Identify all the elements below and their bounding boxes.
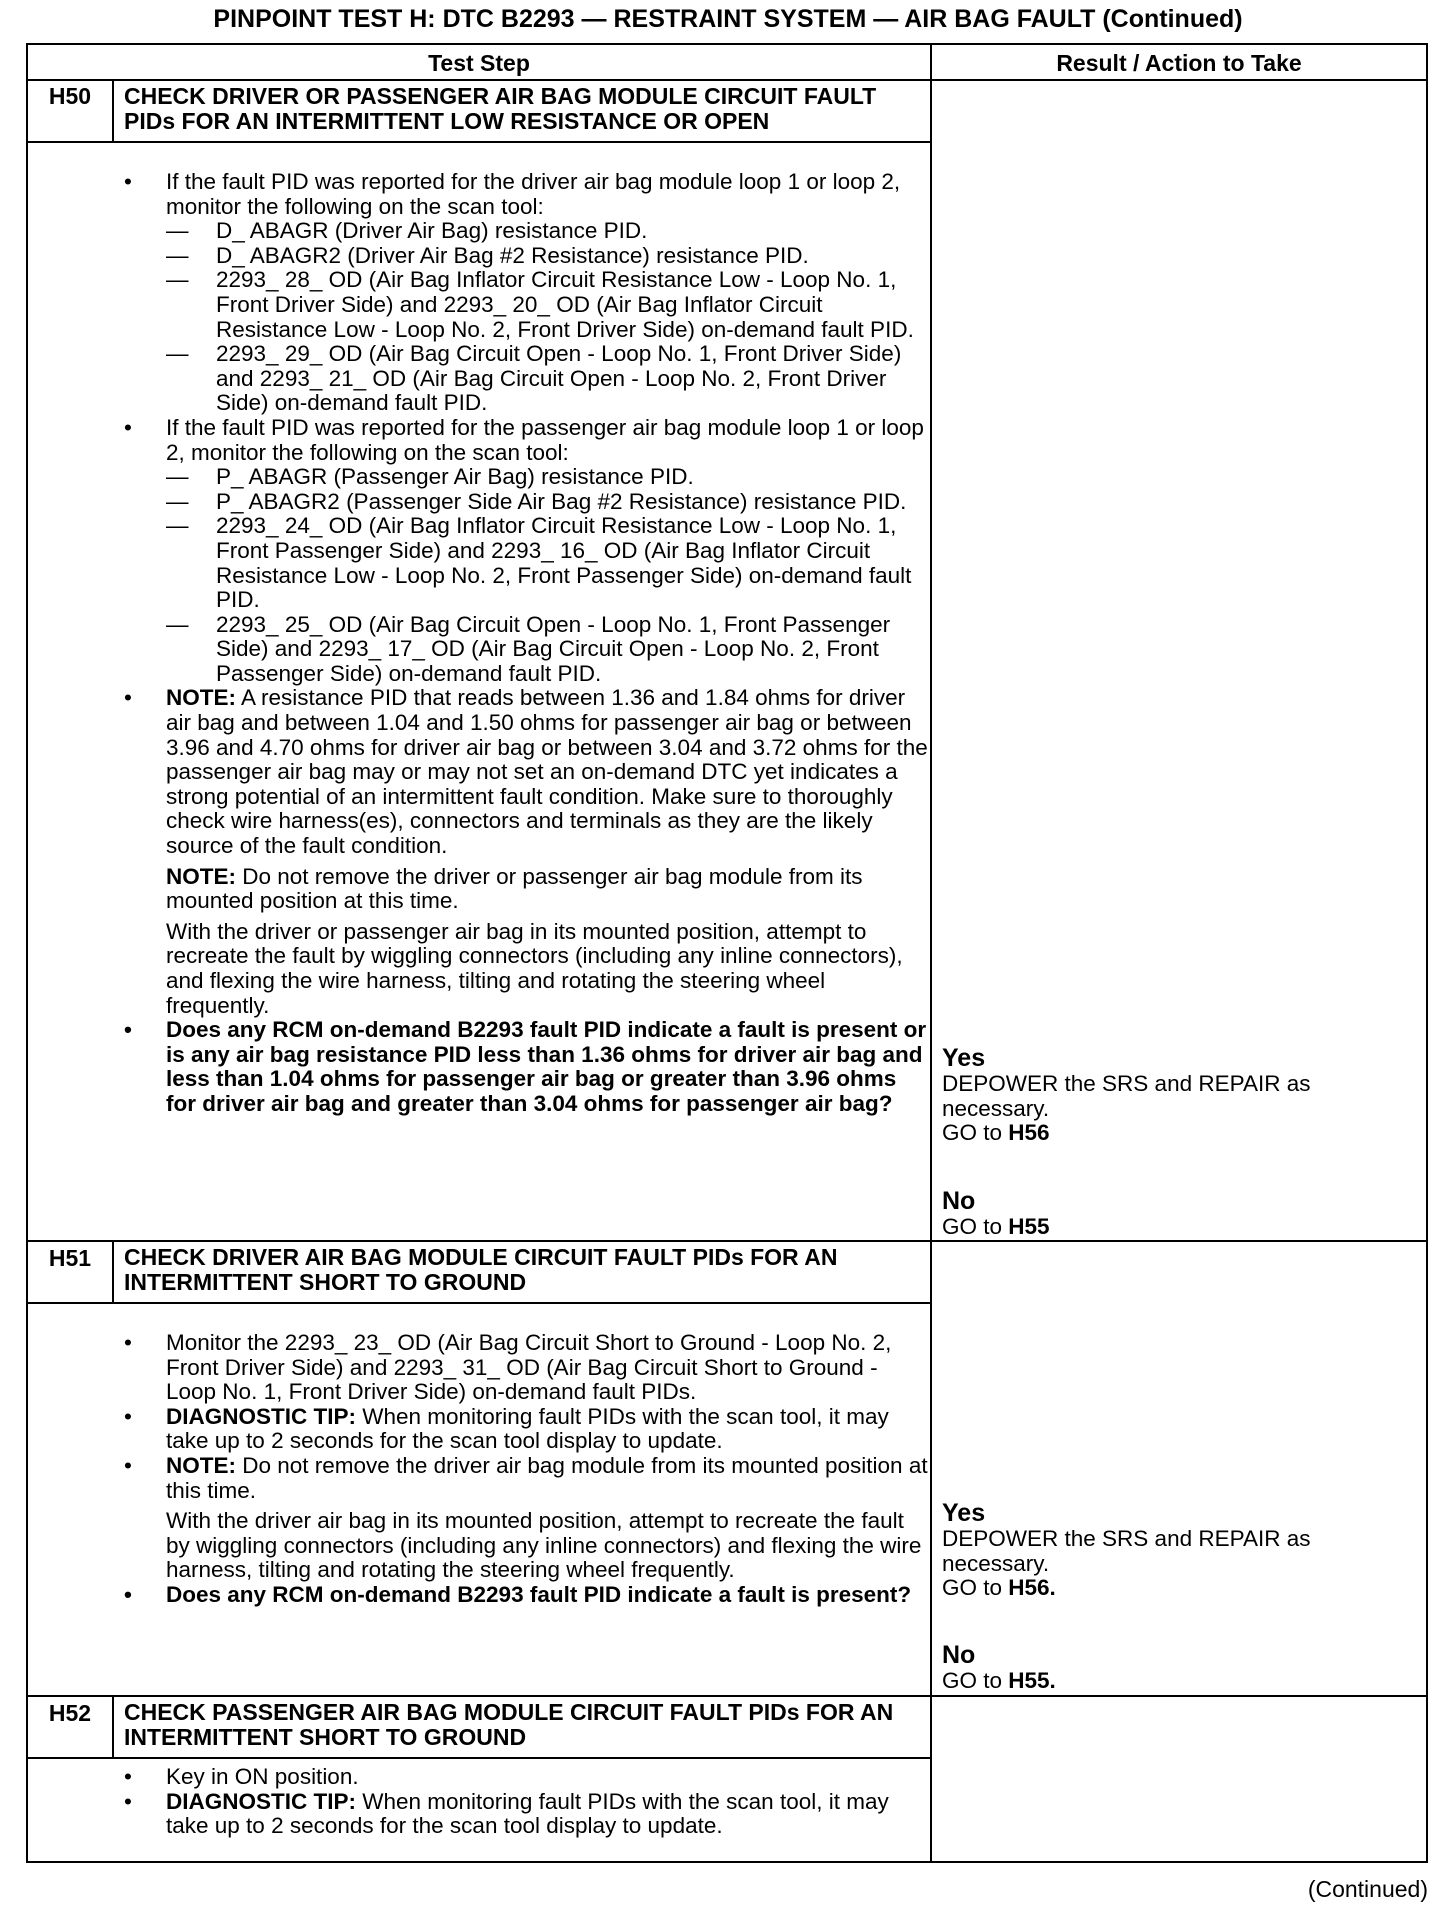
step-title: CHECK DRIVER OR PASSENGER AIR BAG MODULE CIRCUIT FAULT PIDs FOR AN INTERMITTENT LOW RESISTANCE OR OPEN [124,83,877,134]
note-label: NOTE: [166,1452,236,1478]
yes-goto [942,1576,1412,1601]
list-item-tip [120,1405,930,1454]
tip-label: DIAGNOSTIC TIP: [166,1403,356,1429]
no-goto [942,1215,1412,1240]
tip-text: When monitoring fault PIDs with the scan tool, it may take up to 2 seconds for the scan tool display to update. [166,1788,889,1839]
page-title: PINPOINT TEST H: DTC B2293 — RESTRAINT SYSTEM — AIR BAG FAULT (Continued) [213,5,1243,33]
step-id: H50 [48,83,92,109]
continued-label: (Continued) [1307,1876,1428,1902]
yes-label: Yes [942,1044,986,1072]
tip-text: When monitoring fault PIDs with the scan tool, it may take up to 2 seconds for the scan tool display to update. [166,1403,889,1454]
goto-text: GO to [942,1120,1009,1146]
no-label: No [942,1187,976,1215]
note-paragraph [120,865,930,914]
sub-list-item: — P_ ABAGR2 (Passenger Side Air Bag #2 Resistance) resistance PID. [120,490,930,515]
title-rule [28,1757,930,1759]
goto-text: GO to [942,1668,1009,1693]
yes-action: DEPOWER the SRS and REPAIR as necessary. [942,1526,1311,1576]
step-title: CHECK PASSENGER AIR BAG MODULE CIRCUIT FAULT PIDs FOR AN INTERMITTENT SHORT TO GROUND [124,1699,894,1750]
list-item-note [120,686,930,858]
result-yes-h50 [942,1045,1412,1146]
list-item-tip [120,1790,930,1839]
sub-list-item: — P_ ABAGR (Passenger Air Bag) resistance PID. [120,465,930,490]
instruction-paragraph: With the driver or passenger air bag in its mounted position, attempt to recreate the fault by wiggling connectors (including any inline connectors), and flexing the wire harness, tilting and rotating the steering wheel frequently. [166,918,903,1018]
no-label: No [942,1641,976,1669]
sub-list-item: — D_ ABAGR (Driver Air Bag) resistance PID. [120,219,930,244]
result-yes-h51 [942,1500,1412,1601]
step-id-divider [112,1242,114,1304]
title-rule [28,141,930,143]
step-title: CHECK DRIVER AIR BAG MODULE CIRCUIT FAULT PIDs FOR AN INTERMITTENT SHORT TO GROUND [124,1244,838,1295]
question-item: • Does any RCM on-demand B2293 fault PID indicate a fault is present or is any air bag resistance PID less than 1.36 ohms for driver air bag and less than 1.04 ohms for passenger air bag or greater than 3.96 ohms for driver air bag and greater than 3.04 ohms for passenger air bag? [120,1018,930,1116]
question-item: • Does any RCM on-demand B2293 fault PID indicate a fault is present? [120,1583,930,1608]
result-no-h50 [942,1188,1412,1240]
note-text: A resistance PID that reads between 1.36 and 1.84 ohms for driver air bag and between 1.04 and 1.50 ohms for passenger air bag or between 3.96 and 4.70 ohms for driver air bag or between 3.04 and 3.72 ohms for the passenger air bag may or may not set an on-demand DTC yet indicates a strong potential of an intermittent fault condition. Make sure to thoroughly check wire harness(es), connectors and terminals as they are the likely source of the fault condition. [166,685,928,859]
instruction-paragraph: With the driver air bag in its mounted position, attempt to recreate the fault by wiggling connectors (including any inline connectors) and flexing the wire harness, tilting and rotating the steering wheel frequently. [166,1508,922,1583]
tip-label: DIAGNOSTIC TIP: [166,1788,356,1814]
step-id-divider [112,1697,114,1759]
note-text: Do not remove the driver air bag module from its mounted position at this time. [166,1452,928,1503]
step-rule [28,1240,1426,1242]
no-goto [942,1669,1412,1694]
goto-target-link[interactable]: H56 [1008,1120,1050,1146]
header-result: Result / Action to Take [1056,50,1302,76]
sub-list-item: — D_ ABAGR2 (Driver Air Bag #2 Resistance) resistance PID. [120,244,930,269]
sub-list-item: — 2293_ 29_ OD (Air Bag Circuit Open - Loop No. 1, Front Driver Side) and 2293_ 21_ OD (Air Bag Circuit Open - Loop No. 2, Front Driver Side) on-demand fault PID. [120,342,930,416]
note-label: NOTE: [166,863,236,889]
note-label: NOTE: [166,685,236,711]
goto-target-link[interactable]: H55 [1008,1214,1050,1239]
column-divider [930,45,932,1861]
header-test-step: Test Step [428,50,530,76]
goto-target-link[interactable]: H56. [1008,1575,1056,1601]
step-id: H51 [48,1245,92,1271]
yes-label: Yes [942,1499,986,1527]
title-rule [28,1302,930,1304]
goto-text: GO to [942,1575,1009,1601]
step-body-h52 [120,1765,930,1839]
list-item: • If the fault PID was reported for the passenger air bag module loop 1 or loop 2, monitor the following on the scan tool: [120,416,930,465]
step-body-h51 [120,1331,930,1608]
step-id-divider [112,81,114,143]
list-item: • If the fault PID was reported for the driver air bag module loop 1 or loop 2, monitor the following on the scan tool: [120,170,930,219]
step-body-h50 [120,170,930,1117]
list-item: • Key in ON position. [120,1765,930,1790]
result-no-h51 [942,1642,1412,1694]
sub-list-item: — 2293_ 25_ OD (Air Bag Circuit Open - Loop No. 1, Front Passenger Side) and 2293_ 17_ OD (Air Bag Circuit Open - Loop No. 2, Front Passenger Side) on-demand fault PID. [120,613,930,687]
sub-list-item: — 2293_ 24_ OD (Air Bag Inflator Circuit Resistance Low - Loop No. 1, Front Passenger Side) and 2293_ 16_ OD (Air Bag Inflator Circuit Resistance Low - Loop No. 2, Front Passenger Side) on-demand fault PID. [120,514,930,612]
goto-target-link[interactable]: H55. [1008,1668,1056,1693]
list-item: • Monitor the 2293_ 23_ OD (Air Bag Circuit Short to Ground - Loop No. 2, Front Driver Side) and 2293_ 31_ OD (Air Bag Circuit Short to Ground - Loop No. 1, Front Driver Side) on-demand fault PIDs. [120,1331,930,1405]
step-id: H52 [48,1700,92,1726]
pinpoint-test-table [26,43,1428,1863]
note-text: Do not remove the driver or passenger air bag module from its mounted position at this time. [166,863,863,914]
goto-text: GO to [942,1214,1009,1239]
step-rule [28,1695,1426,1697]
yes-action: DEPOWER the SRS and REPAIR as necessary. [942,1071,1311,1121]
yes-goto [942,1121,1412,1146]
list-item-note [120,1454,930,1503]
sub-list-item: — 2293_ 28_ OD (Air Bag Inflator Circuit Resistance Low - Loop No. 1, Front Driver Side) and 2293_ 20_ OD (Air Bag Inflator Circuit Resistance Low - Loop No. 2, Front Driver Side) on-demand fault PID. [120,268,930,342]
